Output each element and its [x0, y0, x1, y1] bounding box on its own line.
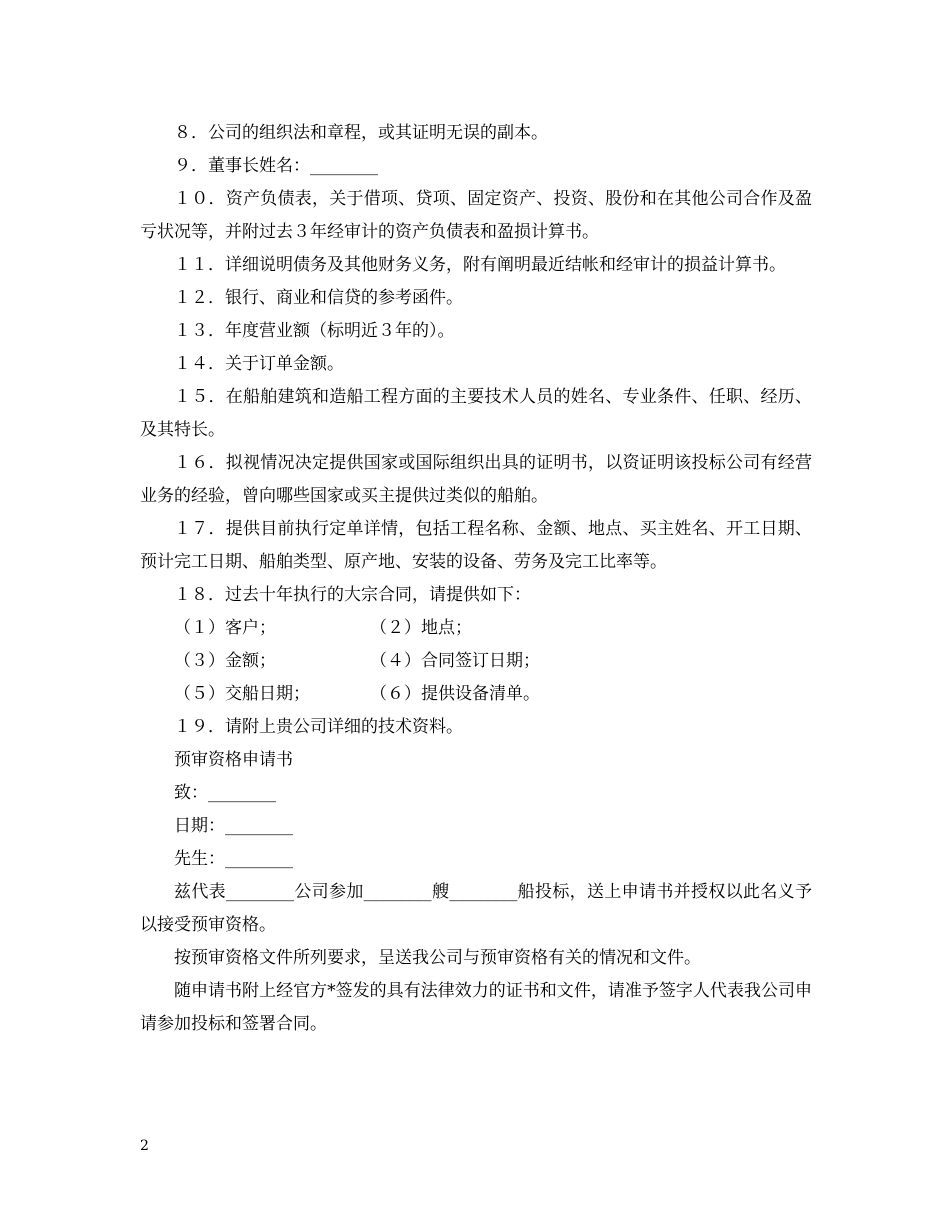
contract-item: （４）合同签订日期；	[370, 651, 540, 671]
item-15: １５．在船舶建筑和造船工程方面的主要技术人员的姓名、专业条件、任职、经历、及其特长。	[140, 387, 812, 440]
contract-items-row-1	[140, 612, 812, 645]
item-14: １４．关于订单金额。	[174, 354, 344, 374]
item-17: １７．提供目前执行定单详情，包括工程名称、金额、地点、买主姓名、开工日期、预计完工日期、船舶类型、原产地、安装的设备、劳务及完工比率等。	[140, 519, 812, 572]
item-10: １０．资产负债表，关于借项、贷项、固定资产、投资、股份和在其他公司合作及盈亏状况等，并附过去３年经审计的资产负债表和盈损计算书。	[140, 189, 812, 242]
contract-item: （６）提供设备清单。	[370, 684, 540, 704]
contract-item: （１）客户；	[174, 618, 276, 638]
item-19: １９．请附上贵公司详细的技术资料。	[174, 717, 463, 737]
item-8: ８．公司的组织法和章程，或其证明无误的副本。	[174, 123, 548, 143]
application-to: 致：________	[174, 783, 276, 803]
application-paragraph: 随申请书附上经官方*签发的具有法律效力的证书和文件，请准予签字人代表我公司申请参加投标和签署合同。	[140, 981, 812, 1034]
item-12: １２．银行、商业和信贷的参考函件。	[174, 288, 463, 308]
contract-item: （３）金额；	[174, 651, 276, 671]
item-18: １８．过去十年执行的大宗合同，请提供如下：	[174, 585, 531, 605]
contract-item: （５）交船日期；	[174, 684, 310, 704]
contract-items-row-2	[140, 645, 812, 678]
application-title: 预审资格申请书	[174, 750, 293, 770]
item-16: １６．拟视情况决定提供国家或国际组织出具的证明书，以资证明该投标公司有经营业务的经验，曾向哪些国家或买主提供过类似的船舶。	[140, 453, 812, 506]
application-date: 日期：________	[174, 816, 293, 836]
item-9: ９．董事长姓名：________	[174, 156, 378, 176]
contract-items-row-3	[140, 678, 812, 711]
contract-item: （２）地点；	[370, 618, 472, 638]
page-number: 2	[140, 1138, 149, 1154]
document-body	[140, 117, 812, 1041]
application-paragraph: 按预审资格文件所列要求，呈送我公司与预审资格有关的情况和文件。	[174, 948, 701, 968]
application-paragraph: 兹代表________公司参加________艘________船投标，送上申请书并授权以此名义予以接受预审资格。	[140, 882, 812, 935]
application-sir: 先生：________	[174, 849, 293, 869]
item-13: １３．年度营业额（标明近３年的）。	[174, 321, 455, 341]
item-11: １１．详细说明债务及其他财务义务，附有阐明最近结帐和经审计的损益计算书。	[174, 255, 786, 275]
